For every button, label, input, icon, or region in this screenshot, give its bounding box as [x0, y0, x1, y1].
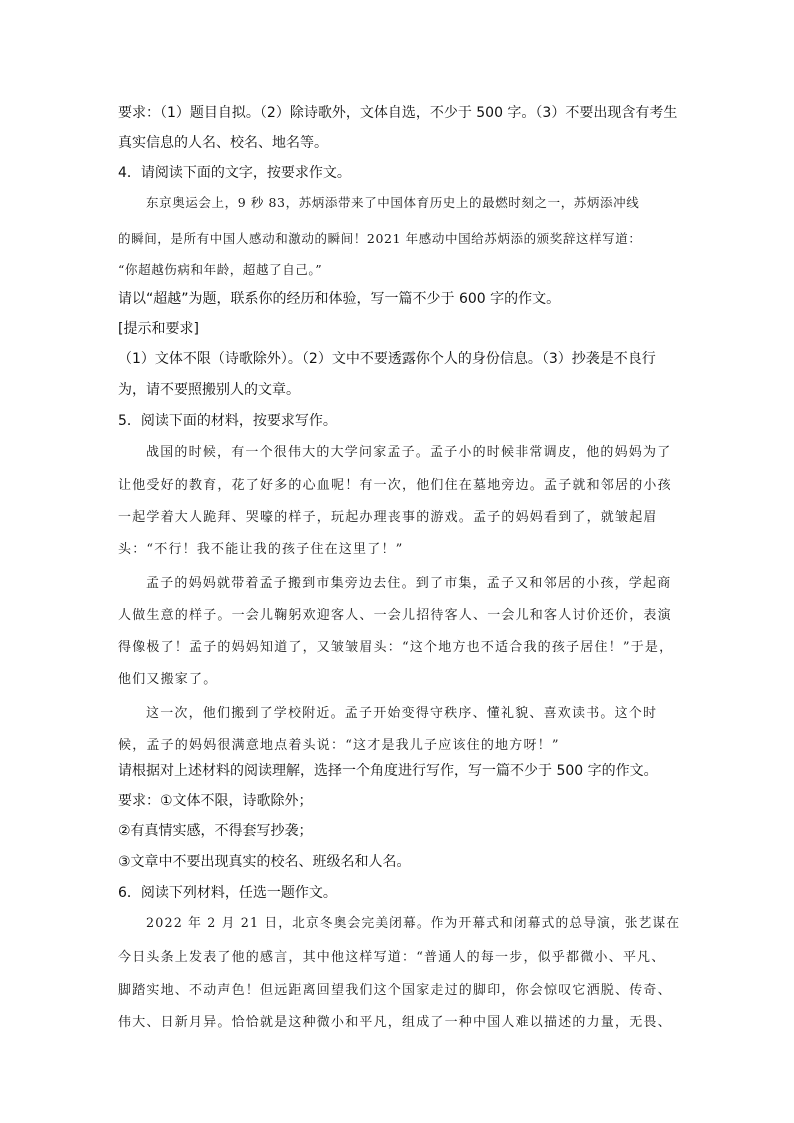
material-text: 候，孟子的妈妈很满意地点着头说：“这才是我儿子应该住的地方呀！”	[118, 738, 560, 753]
requirement-text: ②有真情实感，不得套写抄袭；	[118, 823, 313, 839]
material-text: 2022 年 2 月 21 日，北京冬奥会完美闭幕。作为开幕式和闭幕式的总导演，张艺谋在	[146, 916, 681, 931]
tips-label: [提示和要求]	[118, 321, 199, 337]
material-text: 东京奥运会上，9 秒 83，苏炳添带来了中国体育历史上的最燃时刻之一，苏炳添冲线	[146, 195, 640, 210]
requirement-text: 要求：①文体不限，诗歌除外；	[118, 793, 313, 809]
requirement-text: （1）文体不限（诗歌除外）。（2）文中不要透露你个人的身份信息。（3）抄袭是不良行	[118, 351, 656, 367]
question-4-prompt: 请以“超越”为题，联系你的经历和体验，写一篇不少于 600 字的作文。	[118, 291, 561, 307]
requirement-text: 要求：（1）题目自拟。（2）除诗歌外，文体自选，不少于 500 字。（3）不要出现含有考生	[118, 105, 678, 121]
requirement-text: 为，请不要照搬别人的文章。	[118, 382, 300, 398]
material-text: 战国的时候，有一个很伟大的大学问家孟子。孟子小的时候非常调皮，他的妈妈为了	[146, 445, 672, 460]
requirement-text: ③文章中不要出现真实的校名、班级名和人名。	[118, 854, 411, 870]
material-text: 孟子的妈妈就带着孟子搬到市集旁边去住。到了市集，孟子又和邻居的小孩，学起商	[146, 576, 672, 591]
material-text: 伟大、日新月异。恰恰就是这种微小和平凡，组成了一种中国人难以描述的力量，无畏、	[118, 1015, 672, 1030]
material-text: 让他受好的教育，花了好多的心血呢！有一次，他们住在墓地旁边。孟子就和邻居的小孩	[118, 478, 672, 493]
question-6-heading: 6．阅读下列材料，任选一题作文。	[118, 885, 337, 901]
question-5-prompt: 请根据对上述材料的阅读理解，选择一个角度进行写作，写一篇不少于 500 字的作文。	[118, 763, 658, 779]
material-text: 今日头条上发表了他的感言，其中他这样写道：“普通人的每一步，似乎都微小、平凡、	[118, 950, 666, 965]
requirement-text: 真实信息的人名、校名、地名等。	[118, 135, 328, 151]
material-text: “你超越伤病和年龄，超越了自己。”	[118, 262, 323, 277]
material-text: 这一次，他们搬到了学校附近。孟子开始变得守秩序、懂礼貌、喜欢读书。这个时	[146, 706, 658, 721]
material-text: 头：“不行！我不能让我的孩子住在这里了！”	[118, 542, 404, 557]
material-text: 一起学着大人跪拜、哭嚎的样子，玩起办理丧事的游戏。孟子的妈妈看到了，就皱起眉	[118, 510, 658, 525]
material-text: 他们又搬家了。	[118, 672, 218, 687]
material-text: 脚踏实地、不动声色！但远距离回望我们这个国家走过的脚印，你会惊叹它洒脱、传奇、	[118, 983, 672, 998]
material-text: 得像极了！孟子的妈妈知道了，又皱皱眉头：“这个地方也不适合我的孩子居住！”于是，	[118, 640, 674, 655]
question-4-heading: 4．请阅读下面的文字，按要求作文。	[118, 165, 351, 181]
material-text: 的瞬间，是所有中国人感动和激动的瞬间！2021 年感动中国给苏炳添的颁奖辞这样写道：	[118, 231, 642, 246]
material-text: 人做生意的样子。一会儿鞠躬欢迎客人、一会儿招待客人、一会儿和客人讨价还价，表演	[118, 608, 672, 623]
question-5-heading: 5．阅读下面的材料，按要求写作。	[118, 413, 337, 429]
